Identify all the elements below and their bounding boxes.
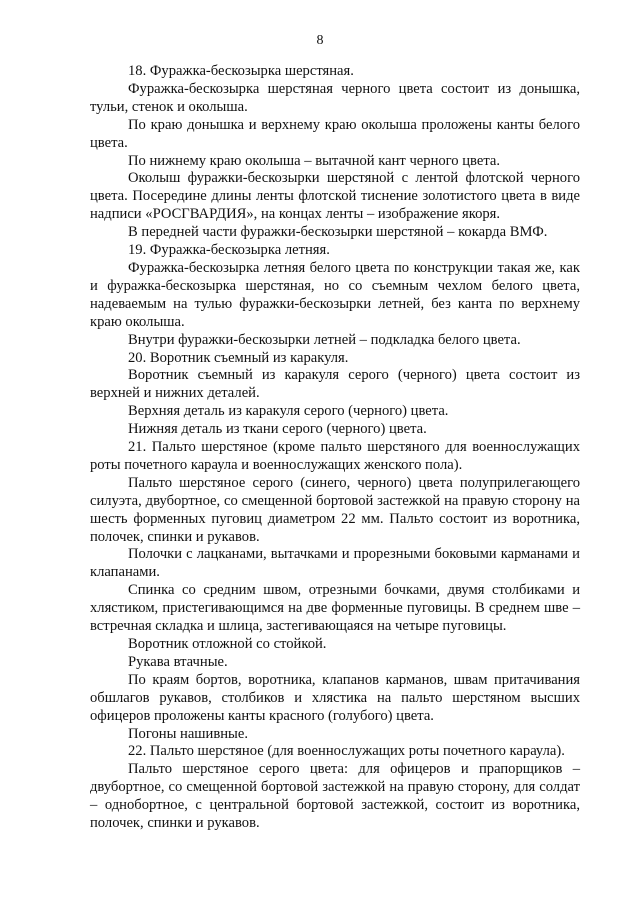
- paragraph: По краям бортов, воротника, клапанов карманов, швам притачивания обшлагов рукавов, столбиков и хлястика на пальто шерстяном высших офицеров проложены канты красного (голубого) цвета.: [90, 671, 580, 724]
- paragraph: Полочки с лацканами, вытачками и прорезными боковыми карманами и клапанами.: [90, 546, 580, 581]
- paragraph: По нижнему краю околыша – вытачной кант черного цвета.: [128, 152, 501, 169]
- paragraph: 22. Пальто шерстяное (для военнослужащих роты почетного караула).: [128, 743, 565, 760]
- paragraph: По краю донышка и верхнему краю околыша проложены канты белого цвета.: [90, 116, 580, 151]
- paragraph: Внутри фуражки-бескозырки летней – подкладка белого цвета.: [128, 331, 521, 348]
- paragraph: 18. Фуражка-бескозырка шерстяная.: [128, 63, 354, 79]
- paragraph: Околыш фуражки-бескозырки шерстяной с лентой флотской черного цвета. Посередине длины ленты флотской тиснение золотистого цвета в виде надписи «РОСГВАРДИЯ», на концах ленты – изображение якоря.: [90, 170, 580, 223]
- paragraph: Погоны нашивные.: [128, 725, 248, 742]
- paragraph: 19. Фуражка-бескозырка летняя.: [128, 242, 330, 259]
- paragraph: Верхняя деталь из каракуля серого (черного) цвета.: [128, 403, 449, 420]
- paragraph: Воротник съемный из каракуля серого (черного) цвета состоит из верхней и нижних деталей.: [90, 367, 580, 402]
- paragraph: 20. Воротник съемный из каракуля.: [128, 349, 349, 366]
- paragraph: Фуражка-бескозырка шерстяная черного цвета состоит из донышка, тульи, стенок и околыша.: [90, 80, 580, 115]
- paragraph: Рукава втачные.: [128, 653, 228, 670]
- paragraph: 21. Пальто шерстяное (кроме пальто шерстяного для военнослужащих роты почетного караула и военнослужащих женского пола).: [90, 439, 580, 473]
- paragraph: Пальто шерстяное серого цвета: для офицеров и прапорщиков – двубортное, со смещенной бортовой застежкой на правую сторону, для солдат – однобортное, с центральной бортовой застежкой, состоит из воротника, полочек, спинки и рукавов.: [90, 761, 580, 832]
- paragraph: Воротник отложной со стойкой.: [128, 636, 327, 652]
- paragraph: В передней части фуражки-бескозырки шерстяной – кокарда ВМФ.: [128, 224, 548, 241]
- page-number: 8: [316, 33, 324, 48]
- document-body: [90, 63, 580, 833]
- paragraph: Пальто шерстяное серого (синего, черного) цвета полуприлегающего силуэта, двубортное, со смещенной бортовой застежкой на правую сторону на шесть форменных пуговиц диаметром 22 мм. Пальто состоит из воротника, полочек, спинки и рукавов.: [90, 474, 580, 545]
- paragraph: Фуражка-бескозырка летняя белого цвета по конструкции такая же, как и фуражка-бескозырка шерстяная, но со съемным чехлом белого цвета, надеваемым на тулью фуражки-бескозырки летней, без канта по верхнему краю околыша.: [90, 259, 580, 330]
- paragraph: Нижняя деталь из ткани серого (черного) цвета.: [128, 421, 427, 438]
- paragraph: Спинка со средним швом, отрезными бочками, двумя столбиками и хлястиком, пристегивающимся на две форменные пуговицы. В среднем шве – встречная складка и шлица, застегивающаяся на четыре пуговицы.: [90, 582, 580, 635]
